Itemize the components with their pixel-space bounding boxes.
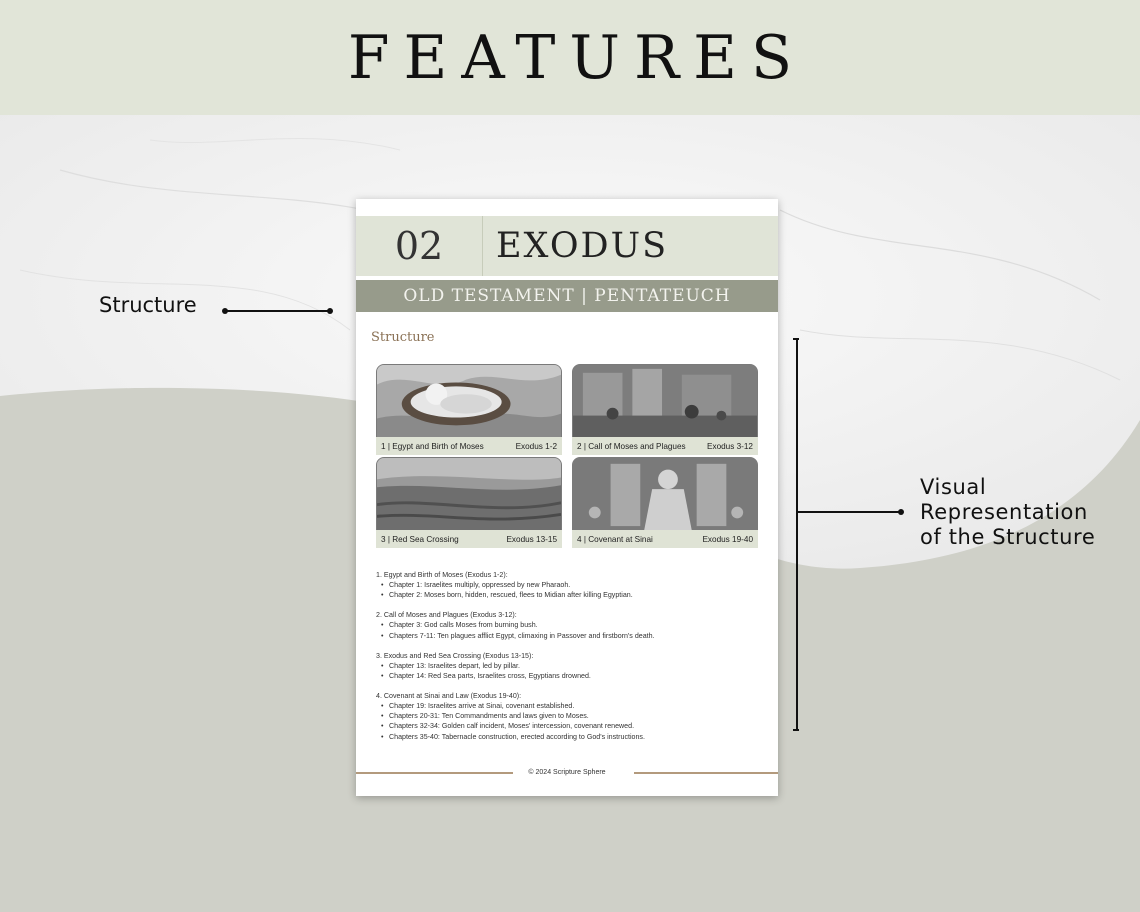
card-caption: 4 | Covenant at Sinai Exodus 19-40 [572,530,758,548]
callout-right-line [797,511,901,513]
callout-bracket-bottom [793,729,799,731]
callout-visual-label: Visual Representation of the Structure [920,475,1096,549]
callout-bracket [796,338,798,731]
structure-outline [376,570,766,752]
footer-copyright: © 2024 Scripture Sphere [528,769,606,776]
card-caption: 1 | Egypt and Birth of Moses Exodus 1-2 [376,437,562,455]
outline-group: 3. Exodus and Red Sea Crossing (Exodus 13-15): • Chapter 13: Israelites depart, led by pillar. • Chapter 14: Red Sea parts, Israelites cross, Egyptians drowned. [376,651,766,681]
callout-left-line [225,310,331,312]
callout-structure-label: Structure [99,293,197,317]
baby-moses-illustration [376,364,562,438]
section-heading: Structure [371,330,435,345]
plagues-city-illustration [572,364,758,438]
callout-right-dot [898,509,904,515]
structure-card-1 [376,364,562,455]
title-band [356,216,778,276]
callout-left-end-dot [327,308,333,314]
book-title: EXODUS [496,226,669,266]
structure-card-3 [376,457,562,548]
outline-group: 4. Covenant at Sinai and Law (Exodus 19-40): • Chapter 19: Israelites arrive at Sinai, covenant established. • Chapters 20-31: Ten Commandments and laws given to Moses. • Chapters 32-34: Golden calf incident, Moses' intercession, covenant renewed. • Chapters 35-40: Tabernacle construction, erected according to God's instructions. [376,691,766,741]
red-sea-illustration [376,457,562,531]
structure-card-4 [572,457,758,548]
outline-group: 2. Call of Moses and Plagues (Exodus 3-12): • Chapter 3: God calls Moses from burning bush. • Chapters 7-11: Ten plagues afflict Egypt, climaxing in Passover and firstborn's death. [376,610,766,640]
outline-group: 1. Egypt and Birth of Moses (Exodus 1-2): • Chapter 1: Israelites multiply, oppressed by new Pharaoh. • Chapter 2: Moses born, hidden, rescued, flees to Midian after killing Egyptian. [376,570,766,600]
card-caption: 2 | Call of Moses and Plagues Exodus 3-12 [572,437,758,455]
structure-card-2 [572,364,758,455]
header-title: FEATURES [347,22,807,93]
sinai-covenant-illustration [572,457,758,531]
book-number: 02 [394,224,444,268]
document-page [356,199,778,796]
header-band [0,0,1140,115]
callout-bracket-top [793,338,799,340]
subtitle-band: OLD TESTAMENT | PENTATEUCH [356,280,778,312]
title-divider [482,216,483,276]
card-caption: 3 | Red Sea Crossing Exodus 13-15 [376,530,562,548]
